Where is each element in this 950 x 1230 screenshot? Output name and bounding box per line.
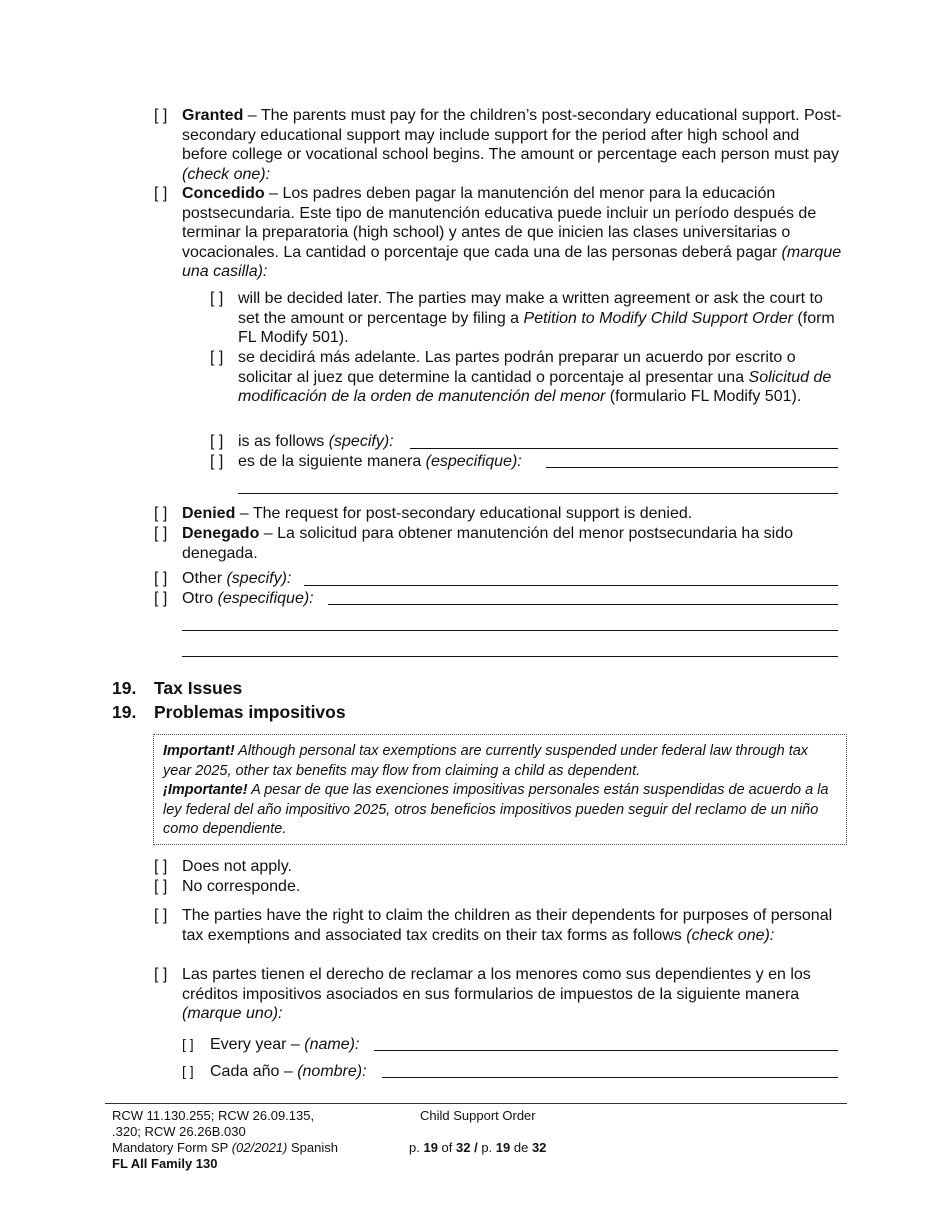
footer-page-number: p. 19 of 32 / p. 19 de 32: [409, 1140, 547, 1155]
footer-rcw-1: RCW 11.130.255; RCW 26.09.135,: [112, 1108, 315, 1123]
important-note-box: [153, 734, 847, 845]
na-checkbox[interactable]: [ ]: [154, 858, 168, 875]
concedido-text-es: Concedido – Los padres deben pagar la manutención del menor para la educación postsecundaria. Este tipo de manutención educativa puede incluir un período después de terminar la preparatoria (high school) y antes de que inicien las clases universitarias o vocacionales. La cantidad o porcentaje que cada una de las personas deberá pagar (marque una casilla):: [182, 185, 842, 280]
every-year-text-en: Every year – (name):: [210, 1036, 360, 1053]
no-corresponde-checkbox[interactable]: [ ]: [154, 878, 168, 895]
section-19-heading-es: [112, 702, 346, 723]
denegado-checkbox[interactable]: [ ]: [154, 525, 168, 542]
other-line-en[interactable]: [304, 585, 838, 586]
later-text-en: will be decided later. The parties may make a written agreement or ask the court to set the amount or percentage by filing a Petition to Modify Child Support Order (form FL Modify 501).: [238, 290, 835, 346]
right-claim-checkbox[interactable]: [ ]: [154, 907, 168, 924]
other-text-en: Other (specify):: [182, 570, 292, 587]
important-note-text: [163, 742, 835, 840]
cada-ano-text-es: Cada año – (nombre):: [210, 1063, 367, 1080]
derecho-checkbox[interactable]: [ ]: [154, 966, 168, 983]
granted-checkbox[interactable]: [ ]: [154, 107, 168, 124]
na-text-en: Does not apply.: [182, 858, 292, 875]
siguiente-text-es: es de la siguiente manera (especifique):: [238, 453, 522, 470]
otro-checkbox[interactable]: [ ]: [154, 590, 168, 607]
section-number: 19.: [112, 678, 137, 698]
follows-checkbox[interactable]: [ ]: [210, 433, 224, 450]
section-19-heading-en: [112, 678, 243, 699]
cada-ano-checkbox[interactable]: [ ]: [182, 1063, 194, 1079]
section-number: 19.: [112, 702, 137, 722]
otro-line-es[interactable]: [328, 604, 838, 605]
right-claim-text-en: The parties have the right to claim the children as their dependents for purposes of personal tax exemptions and associated tax credits on their tax forms as follows (check one):: [182, 907, 833, 944]
follows-line-en[interactable]: [410, 448, 838, 449]
footer-title: Child Support Order: [420, 1108, 536, 1123]
cada-ano-line[interactable]: [382, 1077, 838, 1078]
important-note-es: ¡Importante! A pesar de que las exenciones impositivas personales están suspendidas de acuerdo a la ley federal del año impositivo 2025, otros beneficios impositivos pueden seguir del reclamo de un niño como dependiente.: [163, 782, 829, 838]
siguiente-checkbox[interactable]: [ ]: [210, 453, 224, 470]
other-line-extra-1[interactable]: [182, 630, 838, 631]
footer-rule: [105, 1103, 847, 1104]
granted-text-en: Granted – The parents must pay for the children’s post-secondary educational support. Post-secondary educational support may include support for the period after high school and before college or vocational school begins. The amount or percentage each person must pay (check one):: [182, 107, 842, 183]
otro-text-es: Otro (especifique):: [182, 590, 314, 607]
footer-family: FL All Family 130: [112, 1156, 218, 1171]
na-text-es: No corresponde.: [182, 878, 301, 895]
section-title-es: Problemas impositivos: [154, 702, 346, 722]
footer-left: [112, 1108, 392, 1172]
other-line-extra-2[interactable]: [182, 656, 838, 657]
follows-line-extra[interactable]: [238, 493, 838, 494]
mas-adelante-checkbox[interactable]: [ ]: [210, 349, 224, 366]
footer-form-id: Mandatory Form SP (02/2021) Spanish: [112, 1140, 338, 1155]
denied-text-en: Denied – The request for post-secondary educational support is denied.: [182, 505, 693, 522]
follows-text-en: is as follows (specify):: [238, 433, 394, 450]
every-year-line[interactable]: [374, 1050, 838, 1051]
siguiente-line-es[interactable]: [546, 467, 838, 468]
important-note-en: Important! Although personal tax exemptions are currently suspended under federal law through tax year 2025, other tax benefits may flow from claiming a child as dependent.: [163, 743, 809, 779]
denied-checkbox[interactable]: [ ]: [154, 505, 168, 522]
later-checkbox[interactable]: [ ]: [210, 290, 224, 307]
section-title-en: Tax Issues: [154, 678, 243, 698]
every-year-checkbox[interactable]: [ ]: [182, 1036, 194, 1052]
denegado-text-es: Denegado – La solicitud para obtener manutención del menor postsecundaria ha sido denegada.: [182, 525, 794, 562]
mas-adelante-text-es: se decidirá más adelante. Las partes podrán preparar un acuerdo por escrito o solicitar al juez que determine la cantidad o porcentaje al presentar una Solicitud de modificación de la orden de manutención del menor (formulario FL Modify 501).: [238, 349, 832, 405]
other-checkbox[interactable]: [ ]: [154, 570, 168, 587]
footer-rcw-2: .320; RCW 26.26B.030: [112, 1124, 246, 1139]
derecho-text-es: Las partes tienen el derecho de reclamar a los menores como sus dependientes y en los créditos impositivos asociados en sus formularios de impuestos de la siguiente manera (marque uno):: [182, 966, 811, 1022]
concedido-checkbox[interactable]: [ ]: [154, 185, 168, 202]
